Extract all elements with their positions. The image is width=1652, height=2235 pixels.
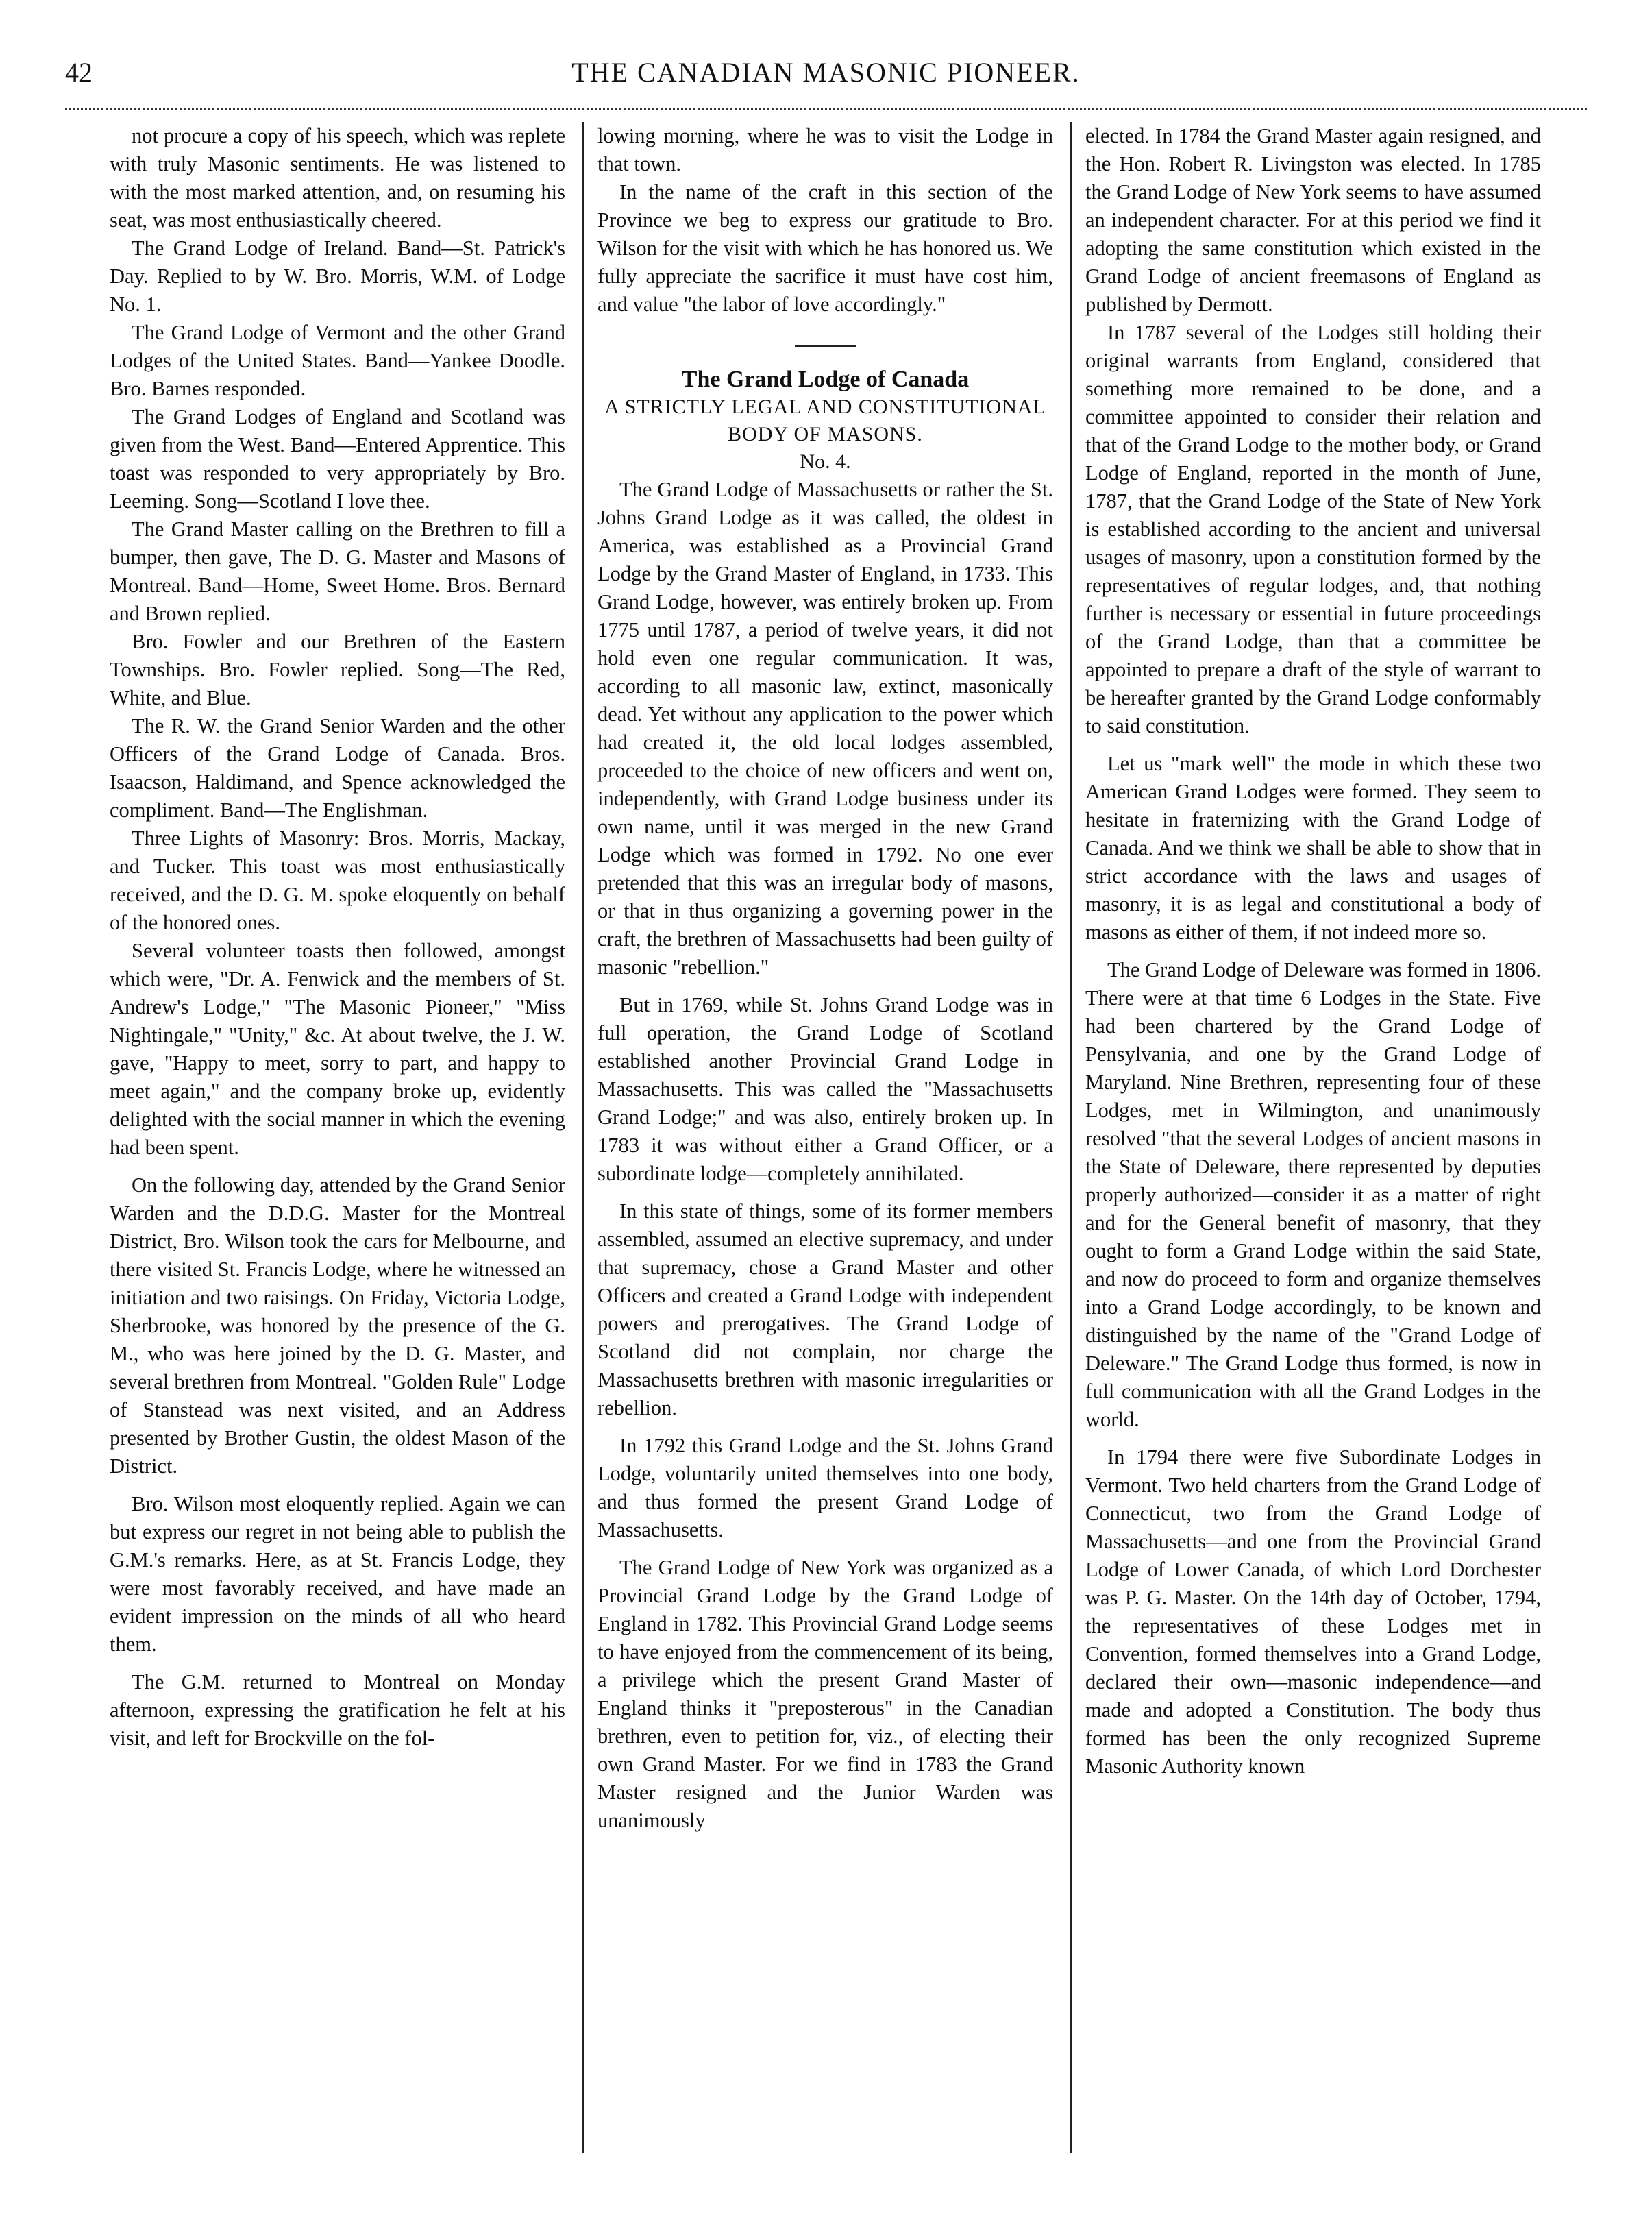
paragraph: In 1792 this Grand Lodge and the St. Johns Grand Lodge, voluntarily united themselves into one body, and thus formed the present Grand Lodge of Massachusetts. — [597, 1434, 1053, 1541]
paragraph: lowing morning, where he was to visit the Lodge in that town. — [597, 124, 1053, 175]
article-title: The Grand Lodge of Canada — [681, 367, 970, 392]
column-divider — [582, 122, 584, 2153]
paragraph: Let us "mark well" the mode in which these two American Grand Lodges were formed. They seem to hesitate in fraternizing with the Grand Lodge of Canada. And we think we shall be able to show that in strict accordance with the laws and usages of masonry, it is as legal and constitutional a body of masons as either of them, if not indeed more so. — [1085, 752, 1541, 944]
paragraph: Several volunteer toasts then followed, amongst which were, "Dr. A. Fenwick and the members of St. Andrew's Lodge," "The Masonic Pioneer," "Miss Nightingale," "Unity," &c. At about twelve, the J. W. gave, "Happy to meet, sorry to part, and happy to meet again," and the company broke up, evidently delighted with the social manner in which the evening had been spent. — [110, 939, 565, 1159]
paragraph: The R. W. the Grand Senior Warden and the other Officers of the Grand Lodge of Canada. Bros. Isaacson, Haldimand, and Spence acknowledged the compliment. Band—The Englishman. — [110, 714, 565, 822]
paragraph: In this state of things, some of its former members assembled, assumed an elective supremacy, and under that supremacy, chose a Grand Master and other Officers and created a Grand Lodge with independent powers and prerogatives. The Grand Lodge of Scotland did not complain, nor charge the Massachusetts brethren with masonic irregularities or rebellion. — [597, 1199, 1053, 1419]
paragraph: But in 1769, while St. Johns Grand Lodge was in full operation, the Grand Lodge of Scotland established another Provincial Grand Lodge in Massachusetts. This was called the "Massachusetts Grand Lodge;" and was also, entirely broken up. In 1783 it was without either a Grand Officer, or a subordinate lodge—completely annihilated. — [597, 993, 1053, 1185]
paragraph: Bro. Wilson most eloquently replied. Again we can but express our regret in not being able to publish the G.M.'s remarks. Here, as at St. Francis Lodge, they were most favorably received, and have made an evident impression on the minds of all who heard them. — [110, 1492, 565, 1656]
running-title: THE CANADIAN MASONIC PIONEER. — [571, 57, 1081, 88]
column-2 — [597, 122, 1053, 2153]
section-rule — [795, 345, 856, 347]
article-number: No. 4. — [800, 450, 851, 473]
paragraph: The Grand Lodge of Ireland. Band—St. Patrick's Day. Replied to by W. Bro. Morris, W.M. of Lodge No. 1. — [110, 236, 565, 316]
paragraph: On the following day, attended by the Grand Senior Warden and the D.D.G. Master for the Montreal District, Bro. Wilson took the cars for Melbourne, and there visited St. Francis Lodge, where he witnessed an initiation and two raisings. On Friday, Victoria Lodge, Sherbrooke, was honored by the presence of the G. M., who was here joined by the D. G. Master, and several brethren from Montreal. "Golden Rule" Lodge of Stanstead was next visited, and an Address presented by Brother Gustin, the oldest Mason of the District. — [110, 1173, 565, 1478]
paragraph: elected. In 1784 the Grand Master again resigned, and the Hon. Robert R. Livingston was elected. In 1785 the Grand Lodge of New York seems to have assumed an independent character. For at this period we find it adopting the same constitution which existed in the Grand Lodge of ancient freemasons of England as published by Dermott. — [1085, 124, 1541, 316]
paragraph: The Grand Lodge of Massachusetts or rather the St. Johns Grand Lodge as it was called, the oldest in America, was established as a Provincial Grand Lodge by the Grand Master of England, in 1733. This Grand Lodge, however, was entirely broken up. From 1775 until 1787, a period of twelve years, it did not hold even one regular communication. It was, according to all masonic law, extinct, masonically dead. Yet without any application to the power which had created it, the old local lodges assembled, proceeded to the choice of new officers and went on, independently, with Grand Lodge business under its own name, until it was merged in the new Grand Lodge which was formed in 1792. No one ever pretended that this was an irregular body of masons, or that in thus organizing a governing power in the craft, the brethren of Massachusetts had been guilty of masonic "rebellion." — [597, 478, 1053, 979]
article-columns — [110, 122, 1570, 2153]
paragraph: The Grand Master calling on the Brethren to fill a bumper, then gave, The D. G. Master and Masons of Montreal. Band—Home, Sweet Home. Bros. Bernard and Brown replied. — [110, 517, 565, 625]
article-subtitle: A STRICTLY LEGAL AND CONSTITUTIONAL BODY OF MASONS. — [604, 395, 1046, 445]
paragraph: The Grand Lodges of England and Scotland was given from the West. Band—Entered Apprentice. This toast was responded to very appropriately by Bro. Leeming. Song—Scotland I love thee. — [110, 405, 565, 513]
paragraph: Bro. Fowler and our Brethren of the Eastern Townships. Bro. Fowler replied. Song—The Red, White, and Blue. — [110, 630, 565, 709]
paragraph: Three Lights of Masonry: Bros. Morris, Mackay, and Tucker. This toast was most enthusiastically received, and the D. G. M. spoke eloquently on behalf of the honored ones. — [110, 827, 565, 934]
paragraph: The G.M. returned to Montreal on Monday afternoon, expressing the gratification he felt at his visit, and left for Brockville on the fol- — [110, 1670, 565, 1750]
page-header — [65, 56, 1587, 104]
paragraph: The Grand Lodge of Deleware was formed in 1806. There were at that time 6 Lodges in the State. Five had been chartered by the Grand Lodge of Pensylvania, and one by the Grand Lodge of Maryland. Nine Brethren, representing four of these Lodges, met in Wilmington, and unanimously resolved "that the several Lodges of ancient masons in the State of Deleware, there represented by deputies properly authorized—consider it as a matter of right and for the General benefit of masonry, that they ought to form a Grand Lodge within the said State, and now do proceed to form and organize themselves into a Grand Lodge accordingly, to be known and distinguished by the name of the "Grand Lodge of Deleware." The Grand Lodge thus formed, is now in full communication with all the Grand Lodges in the world. — [1085, 958, 1541, 1431]
paragraph: In 1794 there were five Subordinate Lodges in Vermont. Two held charters from the Grand Lodge of Connecticut, two from the Grand Lodge of Massachusetts—and one from the Provincial Grand Lodge of Lower Canada, of which Lord Dorchester was P. G. Master. On the 14th day of October, 1794, the representatives of these Lodges met in Convention, formed themselves into a Grand Lodge, declared their own—masonic independence—and made and adopted a Constitution. The body thus formed has been the only recognized Supreme Masonic Authority known — [1085, 1445, 1541, 1778]
column-3 — [1085, 122, 1541, 2153]
paragraph: In 1787 several of the Lodges still holding their original warrants from England, considered that something more remained to be done, and a committee appointed to consider their relation and that of the Grand Lodge to the mother body, or Grand Lodge of England, reported in the month of June, 1787, that the Grand Lodge of the State of New York is established according to the ancient and universal usages of masonry, upon a constitution formed by the representatives of regular lodges, and, that nothing further is necessary or essential in future proceedings of the Grand Lodge, than that a committee be appointed to prepare a draft of the style of warrant to be hereafter granted by the Grand Lodge conformably to said constitution. — [1085, 321, 1541, 737]
header-rule — [65, 108, 1587, 117]
paragraph: The Grand Lodge of Vermont and the other Grand Lodges of the United States. Band—Yankee Doodle. Bro. Barnes responded. — [110, 321, 565, 400]
paragraph: In the name of the craft in this section of the Province we beg to express our gratitude to Bro. Wilson for the visit with which he has honored us. We fully appreciate the sacrifice it must have cost him, and value "the labor of love accordingly." — [597, 180, 1053, 316]
paragraph: The Grand Lodge of New York was organized as a Provincial Grand Lodge by the Grand Lodge of England in 1782. This Provincial Grand Lodge seems to have enjoyed from the commencement of its being, a privilege which the present Grand Master of England thinks it "preposterous" in the Canadian brethren, even to petition for, viz., of electing their own Grand Master. For we find in 1783 the Grand Master resigned and the Junior Warden was unanimously — [597, 1556, 1053, 1832]
column-1 — [110, 122, 565, 2153]
paragraph: not procure a copy of his speech, which was replete with truly Masonic sentiments. He was listened to with the most marked attention, and, on resuming his seat, was most enthusiastically cheered. — [110, 124, 565, 232]
page-number: 42 — [65, 57, 93, 88]
column-divider — [1070, 122, 1072, 2153]
